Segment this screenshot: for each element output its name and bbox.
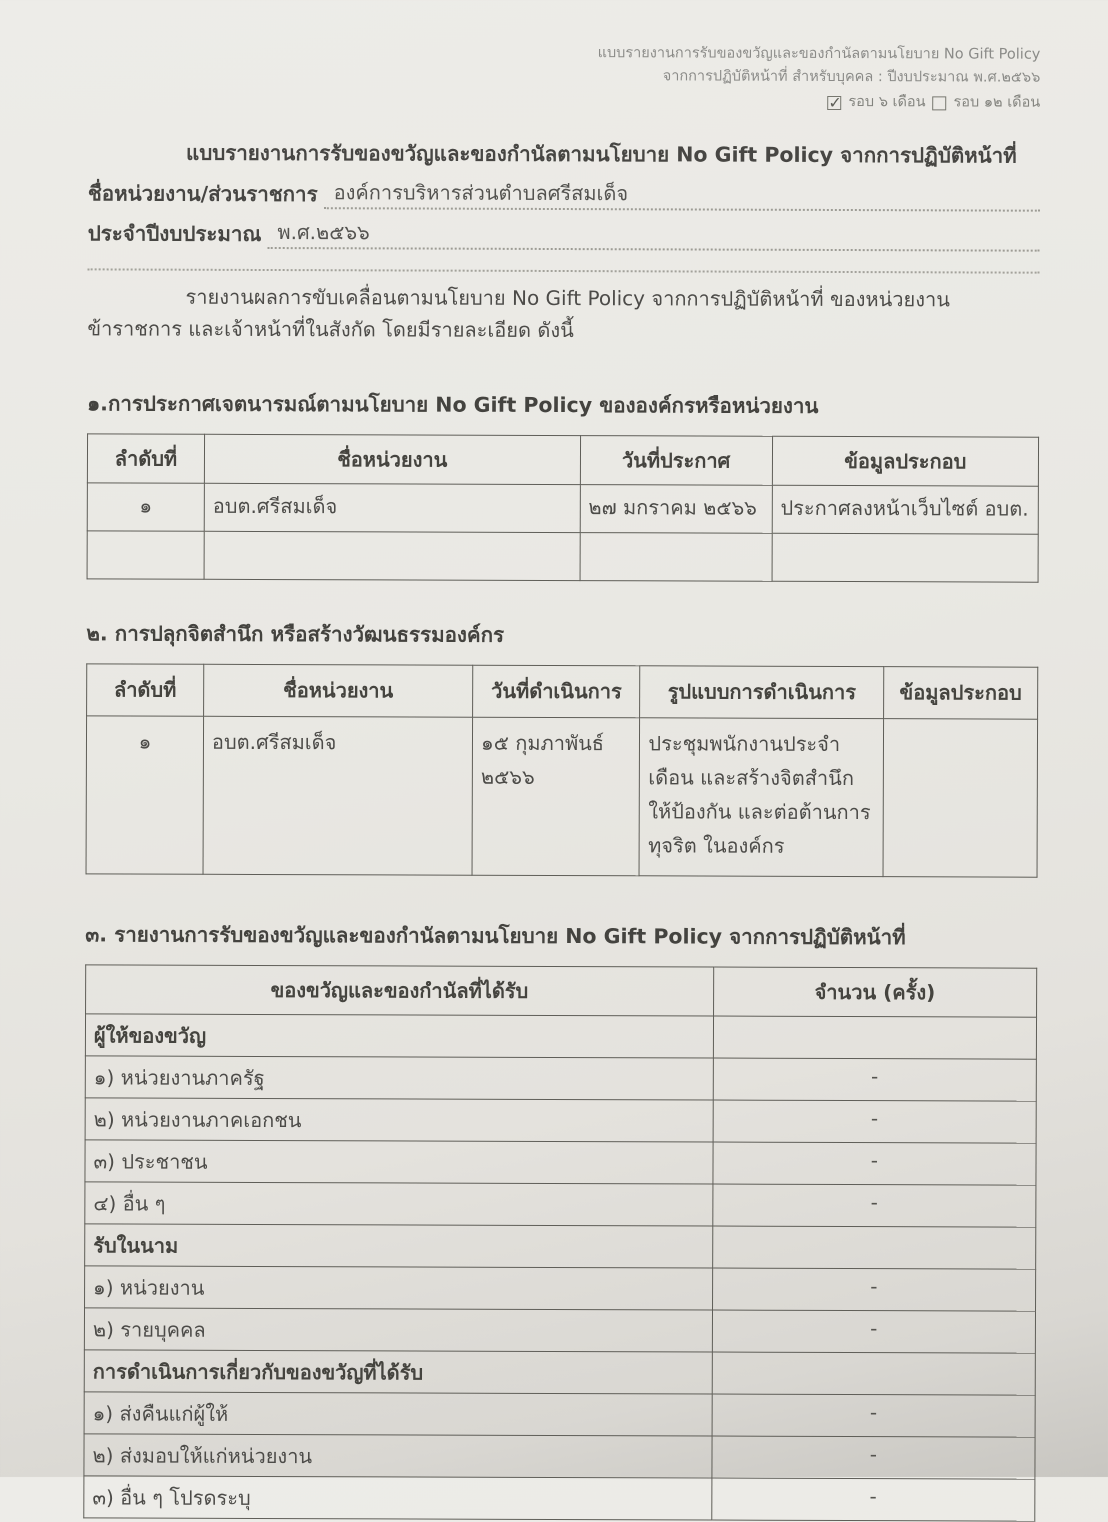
column-header: ของขวัญและของกำนัลที่ได้รับ (86, 965, 714, 1016)
intro-paragraph: รายงานผลการขับเคลื่อนตามนโยบาย No Gift Policy จากการปฏิบัติหน้าที่ ของหน่วยงาน ข้าราชการ และเจ้าหน้าที่ในสังกัด โดยมีรายละเอียด ดังนี้ (87, 284, 950, 343)
gift-report-table (83, 964, 1037, 1521)
column-header: ลำดับที่ (87, 434, 204, 483)
declaration-table (87, 433, 1040, 582)
cell-item-label: ๑) ส่งคืนแก่ผู้ให้ (84, 1392, 712, 1436)
cell-item-label: ๑) หน่วยงานภาครัฐ (85, 1056, 713, 1100)
cell-count (712, 1226, 1035, 1269)
cell-count: - (712, 1394, 1035, 1437)
column-header: ชื่อหน่วยงาน (204, 664, 473, 717)
agency-field-value: องค์การบริหารส่วนตำบลศรีสมเด็จ (324, 178, 1040, 212)
cell-agency-name: อบต.ศรีสมเด็จ (204, 483, 580, 532)
awareness-table (86, 663, 1039, 877)
empty-dotted-line (88, 258, 1040, 273)
column-header: ชื่อหน่วยงาน (204, 434, 580, 484)
cell-category-label: ผู้ให้ของขวัญ (85, 1014, 713, 1058)
cell-order-number: ๑ (87, 483, 204, 531)
cell-count (713, 1016, 1036, 1059)
table-row (87, 483, 1038, 534)
cell-item-label: ๑) หน่วยงาน (85, 1266, 713, 1310)
cell-announce-date: ๒๗ มกราคม ๒๕๖๖ (580, 484, 772, 533)
category-row (84, 1350, 1035, 1395)
cell-item-label: ๒) ส่งมอบให้แก่หน่วยงาน (84, 1434, 712, 1478)
agency-field-label: ชื่อหน่วยงาน/ส่วนราชการ (87, 181, 318, 207)
corner-header-line2: จากการปฏิบัติหน้าที่ สำหรับบุคคล : ปีงบประมาณ พ.ศ.๒๕๖๖ (662, 68, 1041, 86)
fiscal-year-field-value: พ.ศ.๒๕๖๖ (267, 218, 1039, 252)
fiscal-year-field (88, 217, 1040, 251)
section1-heading: ๑.การประกาศเจตนารมณ์ตามนโยบาย No Gift Policy ขององค์กรหรือหน่วยงาน (87, 391, 819, 418)
cell-category-label: การดำเนินการเกี่ยวกับของขวัญที่ได้รับ (84, 1350, 712, 1394)
period-12-months-label: รอบ ๑๒ เดือน (953, 94, 1041, 112)
table-row (84, 1392, 1035, 1437)
cell-item-label: ๓) อื่น ๆ โปรดระบุ (84, 1476, 712, 1520)
cell-supporting-info (883, 718, 1038, 877)
table-row (85, 1098, 1036, 1143)
cell-order-number: ๑ (86, 716, 204, 874)
category-row (85, 1014, 1036, 1059)
column-header: ลำดับที่ (87, 664, 204, 716)
cell-agency-name: อบต.ศรีสมเด็จ (203, 716, 473, 875)
column-header: จำนวน (ครั้ง) (713, 967, 1037, 1017)
column-header: วันที่ประกาศ (580, 435, 772, 485)
corner-header-line1: แบบรายงานการรับของขวัญและของกำนัลตามนโยบาย No Gift Policy (597, 45, 1041, 63)
cell-empty (580, 532, 772, 581)
cell-empty (87, 531, 204, 579)
fiscal-year-field-label: ประจำปีงบประมาณ (87, 221, 262, 247)
agency-field (88, 177, 1040, 211)
checkmark-icon: ✓ (828, 92, 842, 112)
column-header: ข้อมูลประกอบ (883, 666, 1037, 719)
cell-count: - (713, 1142, 1036, 1185)
cell-item-label: ๒) หน่วยงานภาคเอกชน (85, 1098, 713, 1142)
cell-count: - (711, 1478, 1034, 1521)
column-header: ข้อมูลประกอบ (772, 436, 1038, 486)
table-row (84, 1308, 1035, 1353)
cell-count: - (712, 1184, 1035, 1227)
table-row (85, 1056, 1036, 1101)
column-header: วันที่ดำเนินการ (473, 665, 641, 718)
table-row (85, 1182, 1036, 1227)
table-row (85, 1266, 1036, 1311)
cell-empty (772, 533, 1038, 582)
table-row-empty (87, 531, 1038, 582)
reporting-period-row (827, 91, 1040, 115)
category-row (85, 1224, 1036, 1269)
document-title: แบบรายงานการรับของขวัญและของกำนัลตามนโยบาย No Gift Policy จากการปฏิบัติหน้าที่ (186, 140, 1017, 168)
table-row (85, 1140, 1036, 1185)
cell-count: - (713, 1058, 1036, 1101)
section3-heading: ๓. รายงานการรับของขวัญและของกำนัลตามนโยบาย No Gift Policy จากการปฏิบัติหน้าที่ (85, 922, 906, 949)
cell-supporting-info: ประกาศลงหน้าเว็บไซต์ อบต. (772, 485, 1038, 534)
cell-category-label: รับในนาม (85, 1224, 713, 1268)
cell-count: - (712, 1436, 1035, 1479)
cell-item-label: ๒) รายบุคคล (84, 1308, 712, 1352)
cell-count (712, 1352, 1035, 1395)
cell-count: - (712, 1268, 1035, 1311)
cell-item-label: ๓) ประชาชน (85, 1140, 713, 1184)
section2-heading: ๒. การปลุกจิตสำนึก หรือสร้างวัฒนธรรมองค์กร (86, 621, 505, 647)
checkbox-12-months-unchecked-icon (933, 96, 947, 110)
table-header-row (87, 664, 1038, 719)
column-header: รูปแบบการดำเนินการ (640, 665, 884, 718)
table-header-row (86, 965, 1037, 1017)
period-6-months-label: รอบ ๖ เดือน (848, 94, 926, 111)
cell-empty (204, 531, 580, 580)
table-row (86, 716, 1038, 877)
cell-count: - (712, 1310, 1035, 1353)
checkbox-6-months-checked-icon (827, 92, 842, 112)
table-row (84, 1434, 1035, 1479)
table-header-row (87, 434, 1038, 486)
cell-item-label: ๔) อื่น ๆ (85, 1182, 713, 1226)
corner-header (88, 40, 1040, 118)
cell-action-date: ๑๕ กุมภาพันธ์ ๒๕๖๖ (472, 717, 640, 876)
cell-action-format: ประชุมพนักงานประจำเดือน และสร้างจิตสำนึกให้ป้องกัน และต่อต้านการทุจริต ในองค์กร (639, 717, 883, 876)
cell-count: - (713, 1100, 1036, 1143)
table-row (84, 1476, 1035, 1521)
